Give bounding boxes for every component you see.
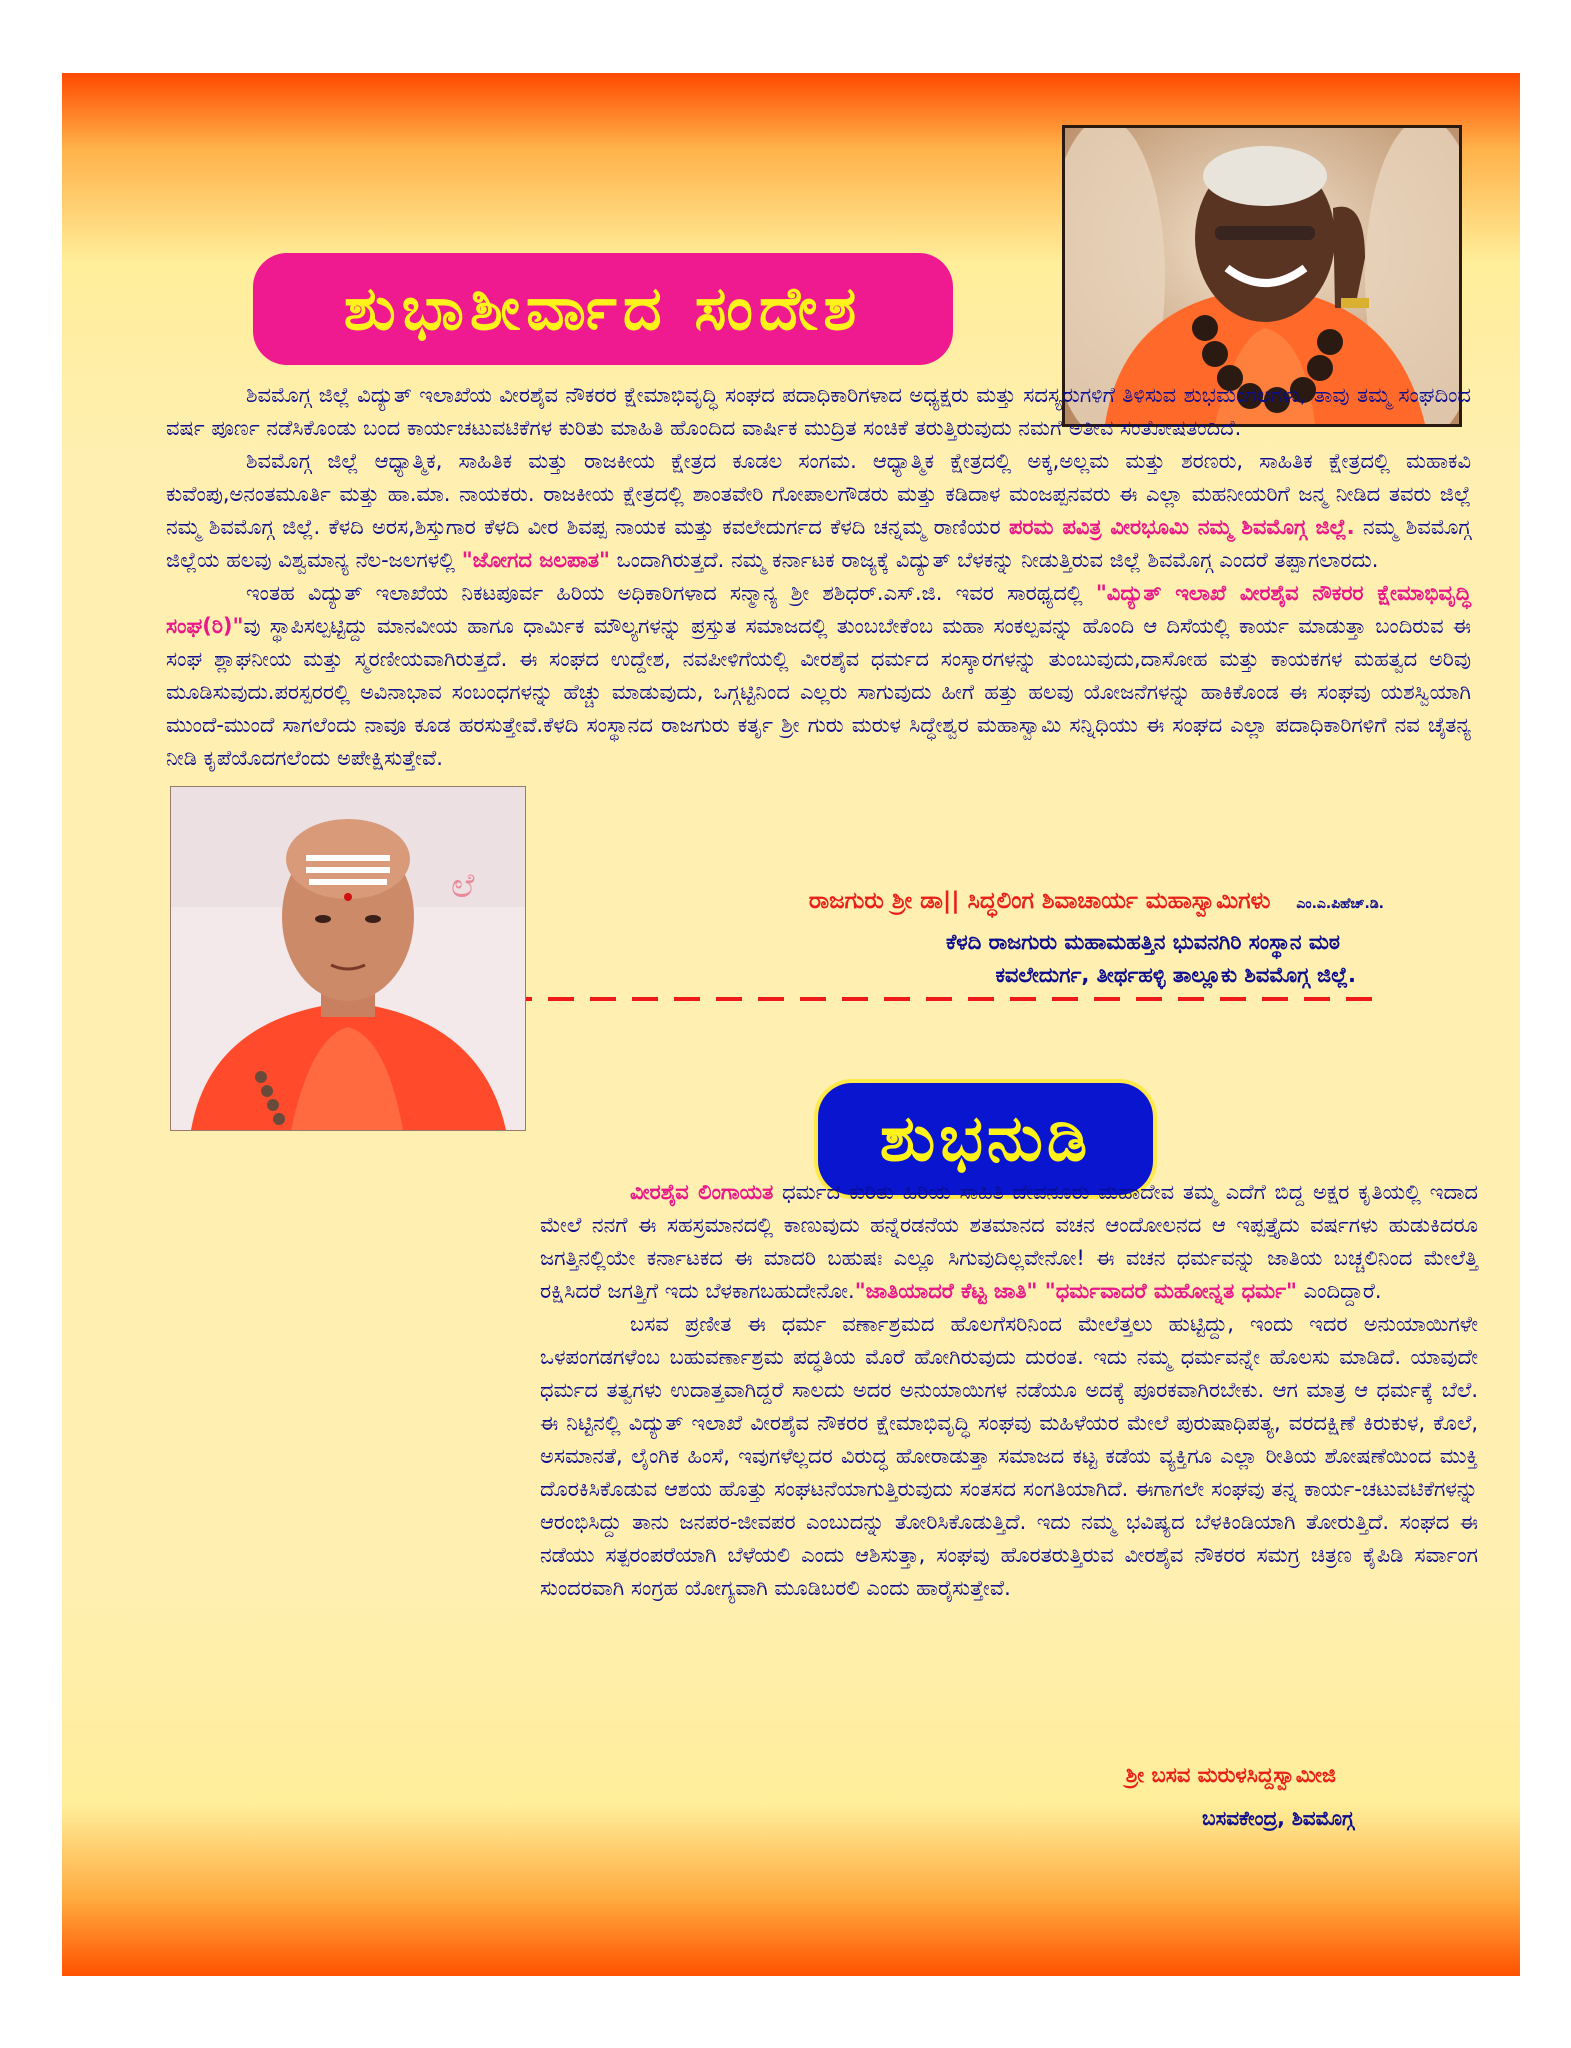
message1-p2-highlight-1: ಪರಮ ಪವಿತ್ರ ವೀರಭೂಮಿ ನಮ್ಮ ಶಿವಮೊಗ್ಗ ಜಿಲ್ಲೆ. (1008, 515, 1355, 539)
message1-p3-text-a: ಇಂತಹ ವಿದ್ಯುತ್ ಇಲಾಖೆಯ ನಿಕಟಪೂರ್ವ ಹಿರಿಯ ಅಧಿಕಾರಿಗಳಾದ ಸನ್ಮಾನ್ಯ ಶ್ರೀ ಶಶಿಧರ್.ಎಸ್.ಜಿ. ಇವರ ಸಾರಥ್ಯದಲ್ಲಿ (246, 581, 1096, 605)
message2-paragraph-1 (540, 1176, 1478, 1308)
message1-signature-line-2: ಕೆಳದಿ ರಾಜಗುರು ಮಹಾಮಹತ್ತಿನ ಭುವನಗಿರಿ ಸಂಸ್ಥಾನ ಮಠ (946, 930, 1340, 954)
title-shubhashirvada-sandesha: ಶುಭಾಶೀರ್ವಾದ ಸಂದೇಶ (253, 253, 953, 365)
message2-signature-name: ಶ್ರೀ ಬಸವ ಮರುಳಸಿದ್ದಸ್ವಾಮೀಜಿ (1125, 1763, 1336, 1787)
message1-p3-text-c: ವು ಸ್ಥಾಪಿಸಲ್ಪಟ್ಟಿದ್ದು ಮಾನವೀಯ ಹಾಗೂ ಧಾರ್ಮಿಕ ಮೌಲ್ಯಗಳನ್ನು ಪ್ರಸ್ತುತ ಸಮಾಜದಲ್ಲಿ ತುಂಬಬೇಕೆಂಬ ಮಹಾ ಸಂಕಲ್ಪವನ್ನು ಹೊಂದಿ ಆ ದಿಸೆಯಲ್ಲಿ ಕಾರ್ಯ ಮಾಡುತ್ತಾ ಬಂದಿರುವ ಈ ಸಂಘ ಶ್ಲಾಘನೀಯ ಮತ್ತು ಸ್ಮರಣೀಯವಾಗಿರುತ್ತದೆ. ಈ ಸಂಘದ ಉದ್ದೇಶ, ನವಪೀಳಿಗೆಯಲ್ಲಿ ವೀರಶೈವ ಧರ್ಮದ ಸಂಸ್ಕಾರಗಳನ್ನು ತುಂಬುವುದು,ದಾಸೋಹ ಮತ್ತು ಕಾಯಕಗಳ ಮಹತ್ವದ ಅರಿವು ಮೂಡಿಸುವುದು.ಪರಸ್ಪರರಲ್ಲಿ ಅವಿನಾಭಾವ ಸಂಬಂಧಗಳನ್ನು ಹೆಚ್ಚು ಮಾಡುವುದು, ಒಗ್ಗಟ್ಟಿನಿಂದ ಎಲ್ಲರು ಸಾಗುವುದು ಹೀಗೆ ಹತ್ತು ಹಲವು ಯೋಜನೆಗಳನ್ನು ಹಾಕಿಕೊಂಡ ಈ ಸಂಘವು ಯಶಸ್ವಿಯಾಗಿ ಮುಂದೆ-ಮುಂದೆ ಸಾಗಲೆಂದು ನಾವೂ ಕೂಡ ಹರಸುತ್ತೇವೆ.ಕೆಳದಿ ಸಂಸ್ಥಾನದ ರಾಜಗುರು ಕರ್ತೃ ಶ್ರೀ ಗುರು ಮರುಳ ಸಿದ್ಧೇಶ್ವರ ಮಹಾಸ್ವಾಮಿ ಸನ್ನಿಧಿಯು ಈ ಸಂಘದ ಎಲ್ಲಾ ಪದಾಧಿಕಾರಿಗಳಿಗೆ ನವ ಚೈತನ್ಯ ನೀಡಿ ಕೃಪೆಯೊದಗಲೆಂದು ಅಪೇಕ್ಷಿಸುತ್ತೇವೆ. (166, 614, 1471, 770)
message1-body (166, 379, 1471, 775)
message2-p1-text-b: ಧರ್ಮದ ಕುರಿತು ಹಿರಿಯ ಸಾಹಿತಿ ದೇವನೂರು ಮಹಾದೇವ ತಮ್ಮ ಎದೆಗೆ ಬಿದ್ದ ಅಕ್ಷರ ಕೃತಿಯಲ್ಲಿ ಇದಾದ ಮೇಲೆ ನನಗೆ ಈ ಸಹಸ್ರಮಾನದಲ್ಲಿ ಕಾಣುವುದು ಹನ್ನೆರಡನೆಯ ಶತಮಾನದ ವಚನ ಆಂದೋಲನದ ಆ ಇಪ್ಪತ್ತೈದು ವರ್ಷಗಳು ಹುಡುಕಿದರೂ ಜಗತ್ತಿನಲ್ಲಿಯೇ ಕರ್ನಾಟಕದ ಈ ಮಾದರಿ ಬಹುಷಃ ಎಲ್ಲೂ ಸಿಗುವುದಿಲ್ಲವೇನೋ! ಈ ವಚನ ಧರ್ಮವನ್ನು ಜಾತಿಯ ಬಚ್ಚಲಿನಿಂದ ಮೇಲೆತ್ತಿ ರಕ್ಷಿಸಿದರೆ ಜಗತ್ತಿಗೆ ಇದು ಬೆಳಕಾಗಬಹುದೇನೋ. (540, 1180, 1478, 1303)
message2-p1-highlight-1: ವೀರಶೈವ ಲಿಂಗಾಯತ (630, 1180, 774, 1204)
swamiji-portrait-image-2 (171, 787, 525, 1130)
message1-paragraph-1: ಶಿವಮೊಗ್ಗ ಜಿಲ್ಲೆ ವಿದ್ಯುತ್ ಇಲಾಖೆಯ ವೀರಶೈವ ನೌಕರರ ಕ್ಷೇಮಾಭಿವೃದ್ಧಿ ಸಂಘದ ಪದಾಧಿಕಾರಿಗಳಾದ ಅಧ್ಯಕ್ಷರು ಮತ್ತು ಸದಸ್ಯರುಗಳಿಗೆ ತಿಳಿಸುವ ಶುಭಮಂಗಲಗಳು, ತಾವು ತಮ್ಮ ಸಂಘದಿಂದ ವರ್ಷ ಪೂರ್ಣ ನಡೆಸಿಕೊಂಡು ಬಂದ ಕಾರ್ಯಚಟುವಟಿಕೆಗಳ ಕುರಿತು ಮಾಹಿತಿ ಹೊಂದಿದ ವಾರ್ಷಿಕ ಮುದ್ರಿತ ಸಂಚಿಕೆ ತರುತ್ತಿರುವುದು ನಮಗೆ ಅತೀವ ಸಂತೋಷತಂದಿದೆ. (166, 383, 1471, 440)
message1-paragraph-3 (166, 577, 1471, 775)
message1-p2-text-c: ನಮ್ಮ ಶಿವಮೊಗ್ಗ ಜಿಲ್ಲೆಯ ಹಲವು ವಿಶ್ವಮಾನ್ಯ ನೆಲ-ಜಲಗಳಲ್ಲಿ (166, 515, 1471, 572)
message2-p1-highlight-2: "ಜಾತಿಯಾದರೆ ಕೆಟ್ಟ ಜಾತಿ" "ಧರ್ಮವಾದರೆ ಮಹೋನ್ನತ ಧರ್ಮ" (854, 1279, 1297, 1303)
message1-signature-degree: ಎಂ.ಎ.ಪಿಹೆಚ್.ಡಿ. (1296, 896, 1384, 912)
message1-paragraph-2 (166, 445, 1471, 577)
svg-text:ಲೆ: ಲೆ (451, 866, 475, 906)
message1-p3-highlight: "ವಿದ್ಯುತ್ ಇಲಾಖೆ ವೀರಶೈವ ನೌಕರರ ಕ್ಷೇಮಾಭಿವೃದ್ಧಿ ಸಂಘ(ರಿ)" (166, 581, 1471, 638)
message1-p2-text-e: ಒಂದಾಗಿರುತ್ತದೆ. ನಮ್ಮ ಕರ್ನಾಟಕ ರಾಜ್ಯಕ್ಕೆ ವಿದ್ಯುತ್ ಬೆಳಕನ್ನು ನೀಡುತ್ತಿರುವ ಜಿಲ್ಲೆ ಶಿವಮೊಗ್ಗ ಎಂದರೆ ತಪ್ಪಾಗಲಾರದು. (609, 548, 1379, 572)
swamiji-photo-2 (170, 786, 526, 1131)
page (62, 73, 1520, 1976)
message2-p1-text-d: ಎಂದಿದ್ದಾರೆ. (1296, 1279, 1382, 1303)
message1-signature-name (562, 888, 1384, 914)
message1-p2-text-a: ಶಿವಮೊಗ್ಗ ಜಿಲ್ಲೆ ಆಧ್ಯಾತ್ಮಿಕ, ಸಾಹಿತಿಕ ಮತ್ತು ರಾಜಕೀಯ ಕ್ಷೇತ್ರದ ಕೂಡಲ ಸಂಗಮ. ಆಧ್ಯಾತ್ಮಿಕ ಕ್ಷೇತ್ರದಲ್ಲಿ ಅಕ್ಕ,ಅಲ್ಲಮ ಮತ್ತು ಶರಣರು, ಸಾಹಿತಿಕ ಕ್ಷೇತ್ರದಲ್ಲಿ ಮಹಾಕವಿ ಕುವೆಂಪು,ಅನಂತಮೂರ್ತಿ ಮತ್ತು ಹಾ.ಮಾ. ನಾಯಕರು. ರಾಜಕೀಯ ಕ್ಷೇತ್ರದಲ್ಲಿ ಶಾಂತವೇರಿ ಗೋಪಾಲಗೌಡರು ಮತ್ತು ಕಡಿದಾಳ ಮಂಜಪ್ಪನವರು ಈ ಎಲ್ಲಾ ಮಹನೀಯರಿಗೆ ಜನ್ಮ ನೀಡಿದ ತವರು ಜಿಲ್ಲೆ ನಮ್ಮ ಶಿವಮೊಗ್ಗ ಜಿಲ್ಲೆ. ಕೆಳದಿ ಅರಸ,ಶಿಸ್ತುಗಾರ ಕೆಳದಿ ವೀರ ಶಿವಪ್ಪ ನಾಯಕ ಮತ್ತು ಕವಲೇದುರ್ಗದ ಕೆಳದಿ ಚನ್ನಮ್ಮ ರಾಣಿಯರ (166, 449, 1471, 539)
title-shubhanudi: ಶುಭನುಡಿ (818, 1083, 1153, 1195)
message2-body (540, 1176, 1478, 1605)
message2-paragraph-2: ಬಸವ ಪ್ರಣೀತ ಈ ಧರ್ಮ ವರ್ಣಾಶ್ರಮದ ಹೊಲಗೆಸರಿನಿಂದ ಮೇಲೆತ್ತಲು ಹುಟ್ಟಿದ್ದು, ಇಂದು ಇದರ ಅನುಯಾಯಿಗಳೇ ಒಳಪಂಗಡಗಳೆಂಬ ಬಹುವರ್ಣಾಶ್ರಮ ಪದ್ಧತಿಯ ಮೊರೆ ಹೋಗಿರುವುದು ದುರಂತ. ಇದು ನಮ್ಮ ಧರ್ಮವನ್ನೇ ಹೊಲಸು ಮಾಡಿದೆ. ಯಾವುದೇ ಧರ್ಮದ ತತ್ವಗಳು ಉದಾತ್ತವಾಗಿದ್ದರೆ ಸಾಲದು ಅದರ ಅನುಯಾಯಿಗಳ ನಡೆಯೂ ಅದಕ್ಕೆ ಪೂರಕವಾಗಿರಬೇಕು. ಆಗ ಮಾತ್ರ ಆ ಧರ್ಮಕ್ಕೆ ಬೆಲೆ. ಈ ನಿಟ್ಟಿನಲ್ಲಿ ವಿದ್ಯುತ್ ಇಲಾಖೆ ವೀರಶೈವ ನೌಕರರ ಕ್ಷೇಮಾಭಿವೃದ್ಧಿ ಸಂಘವು ಮಹಿಳೆಯರ ಮೇಲೆ ಪುರುಷಾಧಿಪತ್ಯ, ವರದಕ್ಷಿಣೆ ಕಿರುಕುಳ, ಕೊಲೆ, ಅಸಮಾನತೆ, ಲೈಂಗಿಕ ಹಿಂಸೆ, ಇವುಗಳೆಲ್ಲದರ ವಿರುದ್ಧ ಹೋರಾಡುತ್ತಾ ಸಮಾಜದ ಕಟ್ಟ ಕಡೆಯ ವ್ಯಕ್ತಿಗೂ ಎಲ್ಲಾ ರೀತಿಯ ಶೋಷಣೆಯಿಂದ ಮುಕ್ತಿ ದೊರಕಿಸಿಕೊಡುವ ಆಶಯ ಹೊತ್ತು ಸಂಘಟನೆಯಾಗುತ್ತಿರುವುದು ಸಂತಸದ ಸಂಗತಿಯಾಗಿದೆ. ಈಗಾಗಲೇ ಸಂಘವು ತನ್ನ ಕಾರ್ಯ-ಚಟುವಟಿಕೆಗಳನ್ನು ಆರಂಭಿಸಿದ್ದು ತಾನು ಜನಪರ-ಜೀವಪರ ಎಂಬುದನ್ನು ತೋರಿಸಿಕೊಡುತ್ತಿದೆ. ಇದು ನಮ್ಮ ಭವಿಷ್ಯದ ಬೆಳಕಿಂಡಿಯಾಗಿ ತೋರುತ್ತಿದೆ. ಸಂಘದ ಈ ನಡೆಯು ಸತ್ಪರಂಪರೆಯಾಗಿ ಬೆಳೆಯಲಿ ಎಂದು ಆಶಿಸುತ್ತಾ, ಸಂಘವು ಹೊರತರುತ್ತಿರುವ ವೀರಶೈವ ನೌಕರರ ಸಮಗ್ರ ಚಿತ್ರಣ ಕೈಪಿಡಿ ಸರ್ವಾಂಗ ಸುಂದರವಾಗಿ ಸಂಗ್ರಹ ಯೋಗ್ಯವಾಗಿ ಮೂಡಿಬರಲಿ ಎಂದು ಹಾರೈಸುತ್ತೇವೆ. (540, 1312, 1478, 1600)
message1-p2-highlight-2: "ಜೋಗದ ಜಲಪಾತ" (461, 548, 610, 572)
message1-signature-line-3: ಕವಲೇದುರ್ಗ, ತೀರ್ಥಹಳ್ಳಿ ತಾಲ್ಲೂಕು ಶಿವಮೊಗ್ಗ ಜಿಲ್ಲೆ. (995, 963, 1356, 987)
message1-signature-name-text: ರಾಜಗುರು ಶ್ರೀ ಡಾ|| ಸಿದ್ಧಲಿಂಗ ಶಿವಾಚಾರ್ಯ ಮಹಾಸ್ವಾಮಿಗಳು (808, 888, 1271, 914)
message2-signature-place: ಬಸವಕೇಂದ್ರ, ಶಿವಮೊಗ್ಗ (1202, 1806, 1354, 1830)
